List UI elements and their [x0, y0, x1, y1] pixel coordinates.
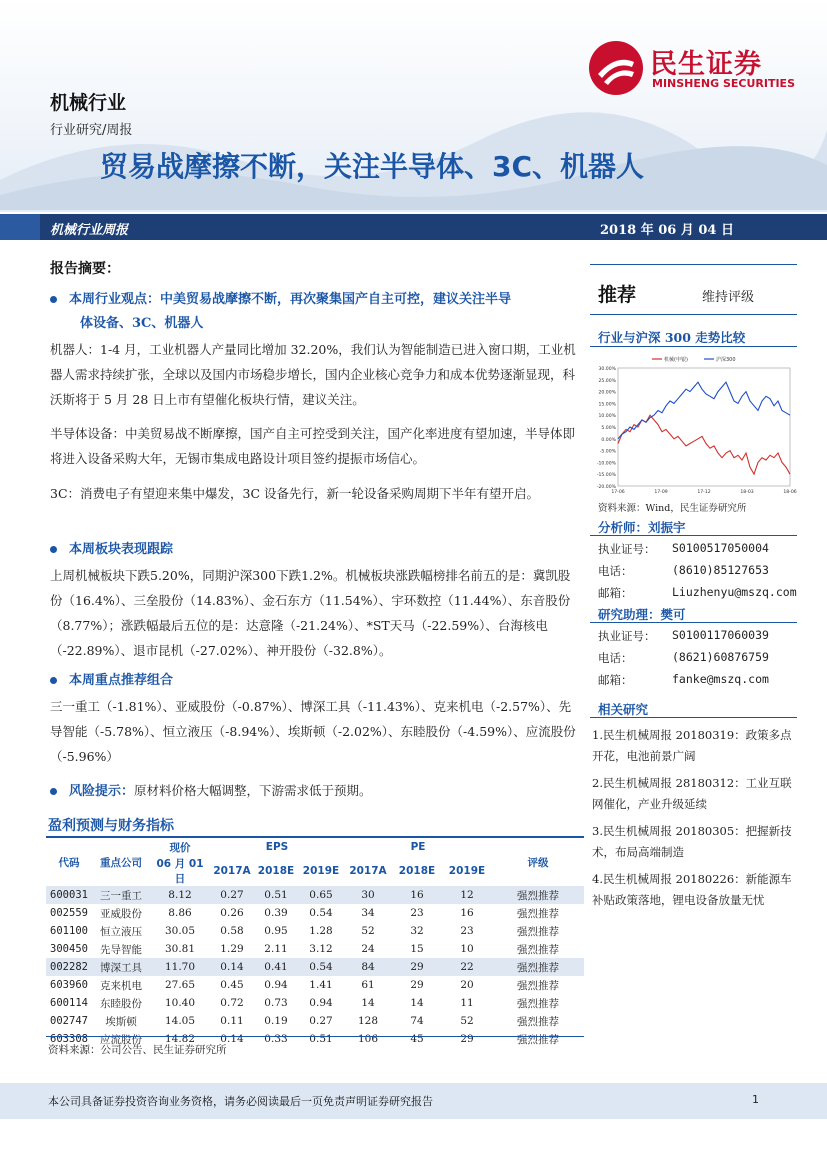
table-cell: 强烈推荐 — [517, 907, 559, 920]
table-cell: 11 — [460, 997, 474, 1009]
y-tick-label: 15.00% — [598, 402, 616, 408]
y-tick-label: -10.00% — [596, 461, 616, 467]
header-pe: PE — [410, 841, 426, 853]
table-cell: 0.51 — [309, 1033, 333, 1045]
related-rule — [590, 717, 797, 718]
table-header-row — [46, 838, 584, 856]
bullet-risk — [50, 778, 590, 804]
chart-title-rule — [590, 346, 797, 347]
table-cell: 强烈推荐 — [517, 1033, 559, 1046]
summary-heading: 报告摘要： — [50, 261, 120, 277]
table-cell: 0.58 — [220, 925, 244, 937]
y-tick-label: -5.00% — [599, 449, 616, 455]
table-cell: 东睦股份 — [100, 997, 142, 1010]
bullet-portfolio-text: 本周重点推荐组合 — [69, 673, 174, 688]
assistant-heading: 研究助理：樊可 — [598, 607, 686, 622]
table-cell: 0.41 — [254, 958, 298, 976]
table-body — [46, 886, 584, 1048]
header-rating: 评级 — [527, 856, 549, 869]
footer-disclaimer: 本公司具备证券投资咨询业务资格，请务必阅读最后一页免责声明证券研究报告 — [48, 1095, 433, 1108]
report-title: 贸易战摩擦不断，关注半导体、3C、机器人 — [100, 150, 645, 183]
related-heading: 相关研究 — [598, 702, 649, 717]
series-line-machinery — [618, 415, 790, 474]
table-cell: 3.12 — [309, 943, 333, 955]
analyst-heading: 分析师：刘振宇 — [598, 520, 686, 535]
rating-top-rule — [590, 264, 797, 265]
related-list — [592, 725, 802, 911]
x-tick-label: 17-12 — [697, 490, 711, 495]
assistant-cert: S0100117060039 — [672, 628, 769, 642]
table-cell: 12 — [442, 886, 492, 904]
x-tick-label: 17-09 — [654, 490, 668, 495]
table-cell: 29 — [460, 1033, 474, 1045]
analyst-tel: (8610)85127653 — [672, 563, 769, 577]
table-cell: 600114 — [50, 997, 88, 1009]
bullet-sector-tracking-text: 本周板块表现跟踪 — [69, 542, 174, 557]
table-cell: 8.86 — [168, 907, 192, 919]
bullet-dot-icon — [50, 296, 57, 303]
rating-bottom-rule — [590, 314, 797, 315]
table-cell: 0.33 — [264, 1033, 288, 1045]
analyst-mail-label: 邮箱： — [598, 586, 633, 600]
table-cell: 2.11 — [264, 943, 288, 955]
chart-source: 资料来源：Wind，民生证券研究所 — [598, 503, 747, 514]
assistant-cert-label: 执业证号： — [598, 629, 656, 643]
table-cell: 14.05 — [164, 1015, 196, 1027]
analyst-rule — [590, 535, 797, 536]
y-tick-label: -15.00% — [596, 473, 616, 479]
table-cell: 14.82 — [164, 1033, 196, 1045]
table-cell: 45 — [410, 1033, 424, 1045]
table-bottom-rule — [46, 1036, 584, 1037]
bullet-dot-icon — [50, 788, 57, 795]
rating-label: 推荐 — [598, 284, 637, 306]
paragraph-sector-performance: 上周机械板块下跌5.20%，同期沪深300下跌1.2%。机械板块涨跌幅榜排名前五的是：冀凯股份（16.4%）、三垒股份（14.83%）、金石东方（11.54%）、宇环数控（11.44%）、东音股份（8.77%）；涨跌幅最后五位的是：达意隆（-21.24%）、*ST天马（-22.59%）、台海核电（-22.89%）、退市昆机（-27.02%）、神开股份（-32.8%）。 — [50, 568, 571, 658]
related-item[interactable]: 2.民生机械周报 28180312：工业互联网催化，产业升级延续 — [592, 776, 792, 811]
bullet-industry-view-text: 本周行业观点：中美贸易战摩擦不断，再次聚集国产自主可控，建议关注半导 — [69, 292, 512, 307]
header-bar-accent — [0, 214, 40, 240]
rating-note: 维持评级 — [702, 290, 755, 305]
assistant-tel: (8621)60876759 — [672, 650, 769, 664]
table-cell: 1.28 — [309, 925, 333, 937]
related-item[interactable]: 3.民生机械周报 20180305：把握新技术，布局高端制造 — [592, 824, 792, 859]
analyst-mail[interactable]: Liuzhenyu@mszq.com — [672, 585, 797, 599]
table-row — [46, 940, 584, 958]
table-cell: 300450 — [50, 943, 88, 955]
table-cell: 603960 — [50, 979, 88, 991]
header-code: 代码 — [58, 856, 80, 869]
risk-label: 风险提示： — [69, 784, 135, 799]
table-row — [46, 994, 584, 1012]
header-price: 现价 — [169, 841, 191, 854]
table-cell: 52 — [361, 925, 375, 937]
table-cell: 10 — [460, 943, 474, 955]
header-year: 2017A — [213, 865, 251, 877]
table-cell: 29 — [410, 979, 424, 991]
table-cell: 20 — [460, 979, 474, 991]
table-cell: 002747 — [50, 1015, 88, 1027]
table-cell: 强烈推荐 — [517, 943, 559, 956]
risk-text: 原材料价格大幅调整，下游需求低于预期。 — [134, 783, 372, 798]
table-cell: 亚威股份 — [100, 907, 142, 920]
table-cell: 0.14 — [220, 1033, 244, 1045]
y-tick-label: 25.00% — [598, 378, 616, 384]
table-cell: 23 — [410, 907, 424, 919]
table-cell: 27.65 — [164, 979, 196, 991]
assistant-tel-label: 电话： — [598, 651, 633, 665]
trend-chart — [590, 350, 797, 500]
y-tick-label: 5.00% — [601, 426, 616, 431]
table-cell: 0.73 — [264, 997, 288, 1009]
y-tick-label: 20.00% — [598, 390, 616, 396]
table-cell: 0.51 — [254, 886, 298, 904]
table-cell: 14 — [361, 997, 375, 1009]
table-cell: 强烈推荐 — [517, 925, 559, 938]
x-tick-label: 18-06 — [783, 490, 797, 495]
table-cell: 603308 — [50, 1033, 88, 1045]
table-cell: 0.45 — [220, 979, 244, 991]
assistant-rule — [590, 622, 797, 623]
table-cell: 84 — [344, 958, 392, 976]
header-year: 2017A — [349, 865, 387, 877]
table-heading: 盈利预测与财务指标 — [48, 818, 174, 834]
table-cell: 0.95 — [264, 925, 288, 937]
financial-table — [46, 838, 584, 1048]
table-cell: 0.19 — [264, 1015, 288, 1027]
table-cell: 应流股份 — [100, 1033, 142, 1046]
table-cell: 16 — [460, 907, 474, 919]
table-cell: 002282 — [46, 958, 92, 976]
table-cell: 0.94 — [309, 997, 333, 1009]
brand-name-en: MINSHENG SECURITIES — [652, 77, 795, 90]
header-year: 2018E — [398, 865, 436, 877]
table-row — [46, 958, 584, 976]
header-year: 2018E — [257, 865, 295, 877]
bullet-dot-icon — [50, 677, 57, 684]
table-cell: 0.65 — [298, 886, 344, 904]
table-cell: 52 — [460, 1015, 474, 1027]
table-cell: 002559 — [50, 907, 88, 919]
table-cell: 106 — [357, 1033, 379, 1045]
table-cell: 0.39 — [264, 907, 288, 919]
table-cell: 600031 — [46, 886, 92, 904]
header-year: 2019E — [448, 865, 486, 877]
table-row — [46, 886, 584, 904]
table-row — [46, 922, 584, 940]
table-cell: 34 — [361, 907, 375, 919]
header-year: 2019E — [302, 865, 340, 877]
related-item[interactable]: 4.民生机械周报 20180226：新能源车补贴政策落地，锂电设备放量无忧 — [592, 872, 792, 907]
table-cell: 埃斯顿 — [105, 1015, 137, 1028]
report-series: 机械行业周报 — [50, 223, 129, 238]
series-line-csi300 — [618, 382, 790, 439]
bullet-portfolio — [50, 669, 173, 693]
table-cell: 11.70 — [150, 958, 210, 976]
x-tick-label: 18-03 — [740, 490, 754, 495]
table-cell: 0.27 — [210, 886, 254, 904]
table-row — [46, 1012, 584, 1030]
y-tick-label: 30.00% — [598, 367, 616, 372]
bullet-industry-view-text-2: 体设备、3C、机器人 — [80, 316, 204, 331]
header-price-date: 06 月 01 日 — [156, 858, 204, 885]
analyst-cert-label: 执业证号： — [598, 542, 656, 556]
brand-name-cn: 民生证券 — [650, 49, 762, 80]
table-source: 资料来源：公司公告、民生证券研究所 — [48, 1044, 227, 1056]
table-cell: 128 — [357, 1015, 379, 1027]
table-cell: 23 — [460, 925, 474, 937]
table-cell: 博深工具 — [92, 958, 150, 976]
y-tick-label: 10.00% — [598, 414, 616, 420]
table-cell: 8.12 — [150, 886, 210, 904]
table-cell: 0.27 — [309, 1015, 333, 1027]
legend-label: 沪深300 — [716, 357, 736, 363]
paragraph-semiconductor: 半导体设备：中美贸易战不断摩擦，国产自主可控受到关注，国产化率进度有望加速，半导体即将进入设备采购大年，无锡市集成电路设计项目签约提振市场信心。 — [50, 426, 576, 466]
table-cell: 24 — [361, 943, 375, 955]
table-cell: 29 — [392, 958, 442, 976]
table-row — [46, 904, 584, 922]
analyst-tel-label: 电话： — [598, 564, 633, 578]
table-cell: 10.40 — [164, 997, 196, 1009]
bullet-sector-tracking — [50, 538, 173, 562]
table-cell: 0.11 — [220, 1015, 244, 1027]
table-cell: 强烈推荐 — [517, 1015, 559, 1028]
analyst-cert: S0100517050004 — [672, 541, 769, 555]
table-cell: 74 — [410, 1015, 424, 1027]
report-type: 行业研究/周报 — [50, 123, 133, 138]
table-cell: 1.29 — [220, 943, 244, 955]
table-cell: 15 — [410, 943, 424, 955]
table-cell: 三一重工 — [92, 886, 150, 904]
table-cell: 14 — [410, 997, 424, 1009]
table-cell: 0.54 — [298, 958, 344, 976]
table-cell: 0.94 — [264, 979, 288, 991]
bullet-industry-view — [50, 288, 580, 336]
header-company: 重点公司 — [100, 856, 142, 869]
table-cell: 1.41 — [309, 979, 333, 991]
table-cell: 16 — [392, 886, 442, 904]
legend-label: 机械(申银) — [664, 357, 688, 363]
page-number: 1 — [752, 1093, 759, 1106]
table-cell: 0.14 — [210, 958, 254, 976]
table-cell: 32 — [410, 925, 424, 937]
plot-frame — [618, 368, 790, 486]
y-tick-label: 0.00% — [601, 437, 616, 443]
table-cell: 强烈推荐 — [517, 997, 559, 1010]
chart-title: 行业与沪深 300 走势比较 — [598, 330, 746, 345]
table-cell: 强烈推荐 — [517, 979, 559, 992]
table-cell: 61 — [361, 979, 375, 991]
brand-logo-icon — [588, 40, 644, 96]
paragraph-portfolio: 三一重工（-1.81%）、亚威股份（-0.87%）、博深工具（-11.43%）、克来机电（-2.57%）、先导智能（-5.78%）、恒立液压（-8.94%）、埃斯顿（-2.02%）、东睦股份（-4.59%）、应流股份（-5.96%） — [50, 699, 576, 764]
y-tick-label: -20.00% — [596, 485, 616, 490]
header-eps: EPS — [265, 841, 289, 853]
table-cell: 0.72 — [220, 997, 244, 1009]
assistant-mail-label: 邮箱： — [598, 673, 633, 687]
report-date: 2018 年 06 月 04 日 — [600, 223, 734, 238]
table-cell: 0.26 — [220, 907, 244, 919]
related-item[interactable]: 1.民生机械周报 20180319：政策多点开花，电池前景广阔 — [592, 728, 792, 763]
table-row — [46, 976, 584, 994]
table-cell: 恒立液压 — [100, 925, 142, 938]
table-cell: 30.05 — [164, 925, 196, 937]
table-cell: 0.54 — [309, 907, 333, 919]
table-cell: 强烈推荐 — [492, 886, 584, 904]
industry-label: 机械行业 — [50, 92, 127, 114]
table-cell: 30.81 — [164, 943, 196, 955]
table-cell: 30 — [344, 886, 392, 904]
paragraph-3c: 3C：消费电子有望迎来集中爆发，3C 设备先行，新一轮设备采购周期下半年有望开启。 — [50, 486, 540, 501]
table-cell: 克来机电 — [100, 979, 142, 992]
table-cell: 先导智能 — [100, 943, 142, 956]
table-cell: 22 — [442, 958, 492, 976]
x-tick-label: 17-06 — [611, 490, 625, 495]
table-cell: 强烈推荐 — [492, 958, 584, 976]
paragraph-robot: 机器人：1-4 月，工业机器人产量同比增加 32.20%，我们认为智能制造已进入窗口期，工业机器人需求持续扩张，全球以及国内市场稳步增长，国内企业核心竞争力和成本优势逐渐显现，科沃斯将于 5 月 28 日上市有望催化板块行情，建议关注。 — [50, 342, 576, 407]
bullet-dot-icon — [50, 546, 57, 553]
table-cell: 601100 — [50, 925, 88, 937]
assistant-mail[interactable]: fanke@mszq.com — [672, 672, 769, 686]
